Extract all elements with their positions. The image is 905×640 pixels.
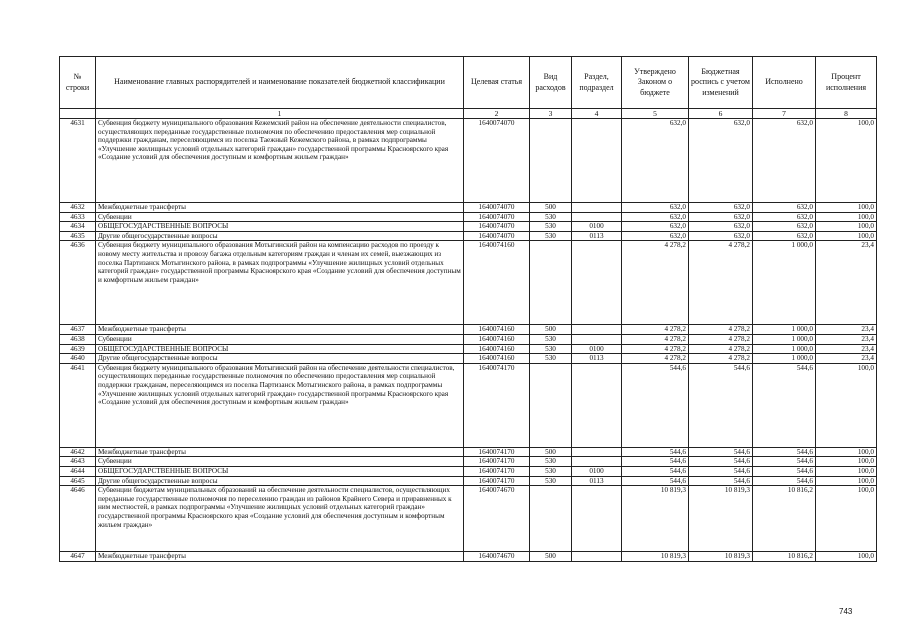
cell-percent: 100,0 xyxy=(816,203,877,213)
cell-expense-type: 500 xyxy=(530,203,572,213)
cell-executed: 544,6 xyxy=(753,447,816,457)
cell-row-number: 4642 xyxy=(60,447,96,457)
cell-executed: 544,6 xyxy=(753,363,816,447)
cell-target-article: 1640074670 xyxy=(464,552,530,562)
table-row xyxy=(60,344,877,354)
cell-section xyxy=(572,334,622,344)
cell-executed: 632,0 xyxy=(753,119,816,203)
cell-target-article: 1640074170 xyxy=(464,447,530,457)
cell-name: Субвенции бюджетам муниципальных образований на обеспечение деятельности специалистов, осуществляющих переданные государственные полномочия по переселению граждан из районов Крайнего Севера и приравненных к ним местностей, в рамках подпрограммы «Улучшение жилищных условий отдельных категорий граждан» государственной программы Красноярского края «Создание условий для обеспечения доступным и комфортным жильем граждан» xyxy=(96,486,464,552)
cell-name: Межбюджетные трансферты xyxy=(96,203,464,213)
cell-percent: 100,0 xyxy=(816,447,877,457)
cell-budget-plan: 632,0 xyxy=(689,212,753,222)
cell-executed: 1 000,0 xyxy=(753,344,816,354)
column-header: № строки xyxy=(60,57,96,109)
cell-target-article: 1640074170 xyxy=(464,457,530,467)
cell-row-number: 4632 xyxy=(60,203,96,213)
table-row xyxy=(60,119,877,203)
column-header: Наименование главных распорядителей и наименование показателей бюджетной классификации xyxy=(96,57,464,109)
column-number xyxy=(60,109,96,119)
column-header: Утверждено Законом о бюджете xyxy=(622,57,689,109)
cell-approved: 10 819,3 xyxy=(622,486,689,552)
cell-expense-type xyxy=(530,486,572,552)
cell-approved: 4 278,2 xyxy=(622,344,689,354)
cell-executed: 544,6 xyxy=(753,476,816,486)
cell-target-article: 1640074160 xyxy=(464,354,530,364)
column-number-row xyxy=(60,109,877,119)
header-row xyxy=(60,57,877,109)
cell-executed: 632,0 xyxy=(753,212,816,222)
table-row xyxy=(60,222,877,232)
cell-percent: 23,4 xyxy=(816,325,877,335)
cell-budget-plan: 4 278,2 xyxy=(689,344,753,354)
table-row xyxy=(60,447,877,457)
cell-approved: 4 278,2 xyxy=(622,334,689,344)
cell-approved: 632,0 xyxy=(622,203,689,213)
cell-budget-plan: 632,0 xyxy=(689,222,753,232)
cell-section xyxy=(572,486,622,552)
cell-row-number: 4634 xyxy=(60,222,96,232)
table-row xyxy=(60,457,877,467)
cell-approved: 632,0 xyxy=(622,222,689,232)
column-number: 7 xyxy=(753,109,816,119)
cell-expense-type: 500 xyxy=(530,552,572,562)
cell-target-article: 1640074070 xyxy=(464,212,530,222)
cell-name: ОБЩЕГОСУДАРСТВЕННЫЕ ВОПРОСЫ xyxy=(96,344,464,354)
cell-budget-plan: 544,6 xyxy=(689,363,753,447)
cell-target-article: 1640074160 xyxy=(464,241,530,325)
cell-section xyxy=(572,447,622,457)
cell-name: Субвенция бюджету муниципального образования Мотыгинский район на компенсацию расходов по проезду к новому месту жительства и провозу багажа отдельным категориям граждан и членам их семей, выезжающих из поселка Партизанск Мотыгинского района, в рамках подпрограммы «Улучшение жилищных условий отдельных категорий граждан» государственной программы Красноярского края «Создание условий для обеспечения доступным и комфортным жильем граждан» xyxy=(96,241,464,325)
cell-target-article: 1640074170 xyxy=(464,476,530,486)
table-row xyxy=(60,325,877,335)
cell-percent: 100,0 xyxy=(816,363,877,447)
table-row xyxy=(60,241,877,325)
cell-executed: 1 000,0 xyxy=(753,334,816,344)
cell-budget-plan: 544,6 xyxy=(689,476,753,486)
cell-row-number: 4639 xyxy=(60,344,96,354)
cell-executed: 632,0 xyxy=(753,203,816,213)
cell-budget-plan: 4 278,2 xyxy=(689,325,753,335)
cell-row-number: 4638 xyxy=(60,334,96,344)
table-row xyxy=(60,466,877,476)
cell-target-article: 1640074170 xyxy=(464,363,530,447)
column-number: 4 xyxy=(572,109,622,119)
cell-approved: 4 278,2 xyxy=(622,241,689,325)
column-number: 5 xyxy=(622,109,689,119)
column-header: Раздел, подраздел xyxy=(572,57,622,109)
cell-percent: 23,4 xyxy=(816,354,877,364)
table-row xyxy=(60,203,877,213)
cell-name: Межбюджетные трансферты xyxy=(96,552,464,562)
cell-percent: 23,4 xyxy=(816,344,877,354)
cell-target-article: 1640074070 xyxy=(464,222,530,232)
cell-section: 0100 xyxy=(572,466,622,476)
cell-expense-type: 500 xyxy=(530,447,572,457)
cell-name: ОБЩЕГОСУДАРСТВЕННЫЕ ВОПРОСЫ xyxy=(96,222,464,232)
cell-name: Субвенции xyxy=(96,334,464,344)
cell-executed: 1 000,0 xyxy=(753,241,816,325)
cell-expense-type: 530 xyxy=(530,222,572,232)
table-row xyxy=(60,486,877,552)
cell-expense-type: 530 xyxy=(530,457,572,467)
cell-expense-type: 530 xyxy=(530,231,572,241)
cell-expense-type xyxy=(530,241,572,325)
cell-row-number: 4644 xyxy=(60,466,96,476)
cell-section: 0113 xyxy=(572,476,622,486)
cell-name: Межбюджетные трансферты xyxy=(96,447,464,457)
cell-percent: 100,0 xyxy=(816,466,877,476)
cell-budget-plan: 632,0 xyxy=(689,119,753,203)
cell-executed: 632,0 xyxy=(753,222,816,232)
cell-approved: 632,0 xyxy=(622,212,689,222)
column-header: Целевая статья xyxy=(464,57,530,109)
cell-row-number: 4637 xyxy=(60,325,96,335)
cell-section xyxy=(572,203,622,213)
table-row xyxy=(60,231,877,241)
cell-budget-plan: 632,0 xyxy=(689,231,753,241)
column-number: 3 xyxy=(530,109,572,119)
cell-name: Субвенция бюджету муниципального образования Мотыгинский район на обеспечение деятельности специалистов, осуществляющих переданные государственные полномочия по обеспечению предоставления мер социальной поддержки гражданам, переселяющимся из поселка Партизанск Мотыгинского района, в рамках подпрограммы «Улучшение жилищных условий отдельных категорий граждан» государственной программы Красноярского края «Создание условий для обеспечения доступным и комфортным жильем граждан» xyxy=(96,363,464,447)
cell-row-number: 4647 xyxy=(60,552,96,562)
cell-section: 0100 xyxy=(572,222,622,232)
cell-target-article: 1640074070 xyxy=(464,231,530,241)
table-row xyxy=(60,334,877,344)
cell-budget-plan: 4 278,2 xyxy=(689,354,753,364)
cell-budget-plan: 544,6 xyxy=(689,466,753,476)
cell-row-number: 4636 xyxy=(60,241,96,325)
cell-expense-type: 530 xyxy=(530,476,572,486)
cell-expense-type: 530 xyxy=(530,466,572,476)
column-number: 8 xyxy=(816,109,877,119)
cell-target-article: 1640074170 xyxy=(464,466,530,476)
table-row xyxy=(60,354,877,364)
table-body xyxy=(60,119,877,562)
cell-executed: 10 816,2 xyxy=(753,552,816,562)
cell-name: Другие общегосударственные вопросы xyxy=(96,354,464,364)
cell-percent: 100,0 xyxy=(816,222,877,232)
cell-name: Субвенции xyxy=(96,457,464,467)
cell-section xyxy=(572,241,622,325)
cell-expense-type: 500 xyxy=(530,325,572,335)
cell-target-article: 1640074160 xyxy=(464,344,530,354)
cell-percent: 23,4 xyxy=(816,334,877,344)
table-row xyxy=(60,363,877,447)
cell-budget-plan: 544,6 xyxy=(689,447,753,457)
cell-approved: 544,6 xyxy=(622,363,689,447)
cell-percent: 100,0 xyxy=(816,457,877,467)
cell-percent: 100,0 xyxy=(816,212,877,222)
cell-approved: 632,0 xyxy=(622,231,689,241)
cell-budget-plan: 4 278,2 xyxy=(689,241,753,325)
cell-section: 0100 xyxy=(572,344,622,354)
cell-executed: 1 000,0 xyxy=(753,325,816,335)
cell-executed: 632,0 xyxy=(753,231,816,241)
cell-row-number: 4635 xyxy=(60,231,96,241)
cell-target-article: 1640074670 xyxy=(464,486,530,552)
cell-row-number: 4640 xyxy=(60,354,96,364)
cell-name: Межбюджетные трансферты xyxy=(96,325,464,335)
cell-expense-type: 530 xyxy=(530,354,572,364)
cell-percent: 23,4 xyxy=(816,241,877,325)
cell-expense-type xyxy=(530,363,572,447)
column-header: Исполнено xyxy=(753,57,816,109)
cell-percent: 100,0 xyxy=(816,119,877,203)
cell-row-number: 4643 xyxy=(60,457,96,467)
page-number: 743 xyxy=(839,607,853,616)
cell-row-number: 4633 xyxy=(60,212,96,222)
cell-executed: 1 000,0 xyxy=(753,354,816,364)
column-number: 2 xyxy=(464,109,530,119)
cell-row-number: 4646 xyxy=(60,486,96,552)
cell-section xyxy=(572,457,622,467)
cell-target-article: 1640074070 xyxy=(464,119,530,203)
cell-budget-plan: 10 819,3 xyxy=(689,552,753,562)
cell-executed: 10 816,2 xyxy=(753,486,816,552)
cell-percent: 100,0 xyxy=(816,552,877,562)
cell-row-number: 4641 xyxy=(60,363,96,447)
cell-section xyxy=(572,325,622,335)
cell-row-number: 4631 xyxy=(60,119,96,203)
cell-expense-type: 530 xyxy=(530,212,572,222)
cell-approved: 544,6 xyxy=(622,447,689,457)
cell-executed: 544,6 xyxy=(753,457,816,467)
cell-section xyxy=(572,363,622,447)
table-row xyxy=(60,476,877,486)
cell-percent: 100,0 xyxy=(816,476,877,486)
column-number: 1 xyxy=(96,109,464,119)
cell-section: 0113 xyxy=(572,354,622,364)
cell-expense-type xyxy=(530,119,572,203)
cell-budget-plan: 4 278,2 xyxy=(689,334,753,344)
column-header: Процент исполнения xyxy=(816,57,877,109)
cell-expense-type: 530 xyxy=(530,334,572,344)
cell-budget-plan: 544,6 xyxy=(689,457,753,467)
cell-approved: 10 819,3 xyxy=(622,552,689,562)
column-header: Вид расходов xyxy=(530,57,572,109)
cell-section: 0113 xyxy=(572,231,622,241)
column-header: Бюджетная роспись с учетом изменений xyxy=(689,57,753,109)
table-row xyxy=(60,212,877,222)
cell-approved: 632,0 xyxy=(622,119,689,203)
cell-section xyxy=(572,119,622,203)
cell-name: Другие общегосударственные вопросы xyxy=(96,231,464,241)
cell-name: Субвенция бюджету муниципального образования Кежемский район на обеспечение деятельности специалистов, осуществляющих переданные государственные полномочия по обеспечению предоставления мер социальной поддержки гражданам, переселяющимся из поселка Таежный Кежемского района, в рамках подпрограммы «Улучшение жилищных условий отдельных категорий граждан» государственной программы Красноярского края «Создание условий для обеспечения доступным и комфортным жильем граждан» xyxy=(96,119,464,203)
cell-row-number: 4645 xyxy=(60,476,96,486)
cell-approved: 4 278,2 xyxy=(622,354,689,364)
column-number: 6 xyxy=(689,109,753,119)
cell-budget-plan: 10 819,3 xyxy=(689,486,753,552)
cell-percent: 100,0 xyxy=(816,231,877,241)
cell-target-article: 1640074160 xyxy=(464,334,530,344)
cell-expense-type: 530 xyxy=(530,344,572,354)
cell-name: ОБЩЕГОСУДАРСТВЕННЫЕ ВОПРОСЫ xyxy=(96,466,464,476)
cell-budget-plan: 632,0 xyxy=(689,203,753,213)
cell-section xyxy=(572,212,622,222)
cell-section xyxy=(572,552,622,562)
table-row xyxy=(60,552,877,562)
cell-percent: 100,0 xyxy=(816,486,877,552)
cell-approved: 544,6 xyxy=(622,457,689,467)
cell-approved: 4 278,2 xyxy=(622,325,689,335)
cell-executed: 544,6 xyxy=(753,466,816,476)
cell-name: Другие общегосударственные вопросы xyxy=(96,476,464,486)
cell-target-article: 1640074160 xyxy=(464,325,530,335)
cell-target-article: 1640074070 xyxy=(464,203,530,213)
budget-execution-table xyxy=(59,56,877,562)
cell-name: Субвенции xyxy=(96,212,464,222)
cell-approved: 544,6 xyxy=(622,466,689,476)
cell-approved: 544,6 xyxy=(622,476,689,486)
